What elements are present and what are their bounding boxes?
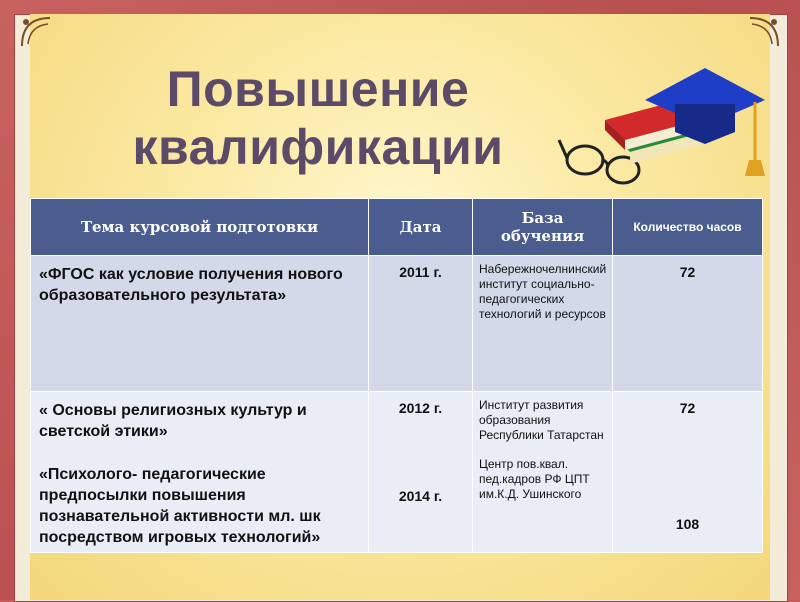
- course-date-text: 2011 г.: [399, 264, 442, 280]
- course-theme: [31, 392, 369, 553]
- header-base: База обучения: [473, 199, 613, 256]
- table-row: [31, 392, 763, 553]
- course-date: [369, 256, 473, 392]
- course-base-text: Центр пов.квал. пед.кадров РФ ЦПТ им.К.Д. Ушинского: [479, 457, 590, 501]
- header-date: Дата: [369, 199, 473, 256]
- table-row: [31, 256, 763, 392]
- graduation-clipart: [555, 60, 775, 200]
- corner-ornament-icon: [746, 14, 782, 50]
- course-base-text: Набережночелнинский институт социально-педагогических технологий и ресурсов: [479, 262, 607, 321]
- corner-ornament-icon: [18, 14, 54, 50]
- course-hours-text: 72: [679, 264, 696, 280]
- course-date-text: 2014 г.: [398, 488, 443, 504]
- course-hours-text: 72: [679, 400, 696, 416]
- course-base-text: Институт развития образования Республики Татарстан: [479, 398, 604, 442]
- course-date-text: 2012 г.: [398, 400, 443, 416]
- header-theme: Тема курсовой подготовки: [31, 199, 369, 256]
- course-theme-text: «Психолого- педагогические предпосылки повышения познавательной активности мл. шк посредством игровых технологий»: [39, 466, 321, 546]
- header-hours: Количество часов: [613, 199, 763, 256]
- course-hours: [613, 256, 763, 392]
- course-date: [369, 392, 473, 553]
- course-base: [473, 256, 613, 392]
- slide-title: Повышение квалификации: [132, 61, 504, 175]
- course-hours-text: 108: [675, 516, 700, 532]
- table-header-row: [31, 199, 763, 256]
- course-theme-text: « Основы религиозных культур и светской этики»: [39, 402, 307, 440]
- courses-table: [30, 198, 763, 553]
- course-theme: [31, 256, 369, 392]
- course-base: [473, 392, 613, 553]
- course-hours: [613, 392, 763, 553]
- course-theme-text: «ФГОС как условие получения нового образовательного результата»: [39, 266, 343, 304]
